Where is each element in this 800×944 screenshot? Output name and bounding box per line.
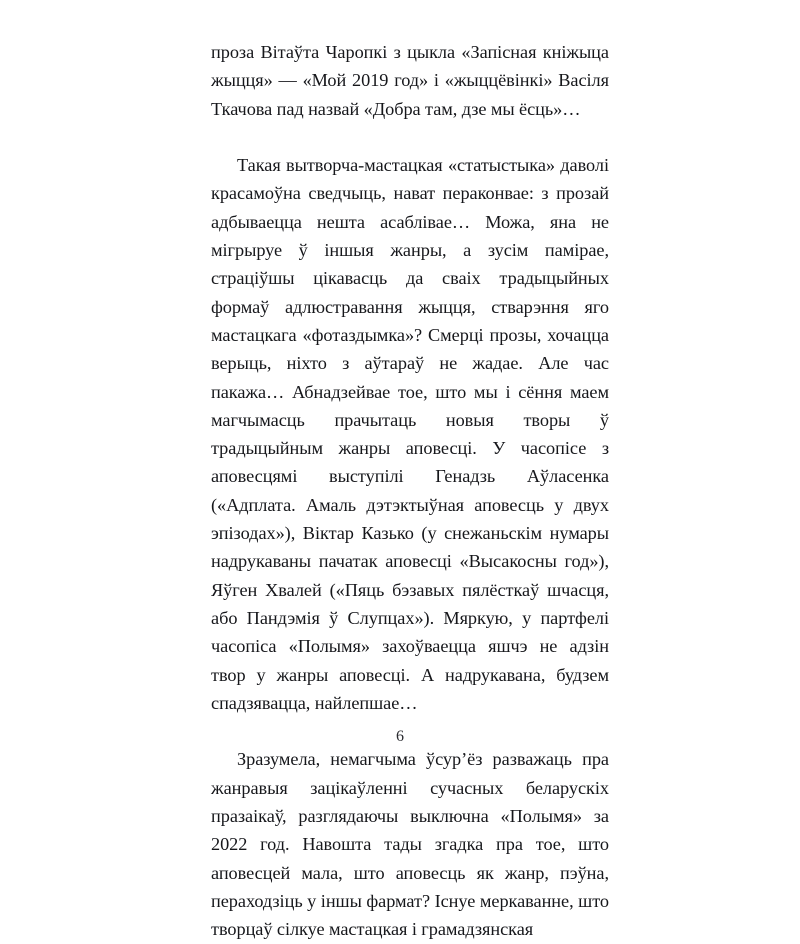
paragraph-continued-from-previous-page: проза Вітаўта Чаропкі з цыкла «Запісная кніжыца жыцця» — «Мой 2019 год» і «жыццёвінкі» Васіля Ткачова пад назвай «Добра там, дзе мы ёсць»… [211,42,609,119]
page-number-folio: 6 [396,728,404,745]
paragraph-body-second: Зразумела, немагчыма ўсур’ёз разважаць пра жанравыя зацікаўленні сучасных беларускіх празаікаў, разглядаючы выключна «Полымя» за 2022 год. Навошта тады згадка пра тое, што аповесцей мала, што аповесць як жанр, пэўна, пераходзіць у іншы фармат? Існуе меркаванне, што творцаў сілкуе мастацкая і грамадзянская [211,749,609,940]
paragraph-body-first: Такая вытворча-мастацкая «статыстыка» даволі красамоўна сведчыць, нават пераконвае: з прозай адбываецца нешта асаблівае… Можа, яна не мігрыруе ў іншыя жанры, а зусім памірае, страціўшы цікавасць да сваіх традыцыйных формаў адлюстравання жыцця, стварэння яго мастацкага «фотаздымка»? Смерці прозы, хочацца верыць, ніхто з аўтараў не жадае. Але час пакажа… Абнадзейвае тое, што мы і сёння маем магчымасць прачытаць новыя творы ў традыцыйным жанры аповесці. У часопісе з аповесцямі выступілі Генадзь Аўласенка («Адплата. Амаль дэтэктыўная аповесць у двух эпізодах»), Віктар Казько (у снежаньскім нумары надрукаваны пачатак аповесці «Высакосны год»), Яўген Хвалей («Пяць бэзавых пялёсткаў шчасця, або Пандэмія ў Слупцах»). Мяркую, у партфелі часопіса «Полымя» захоўваецца яшчэ не адзін твор у жанры аповесці. А надрукавана, будзем спадзявацца, найлепшае… [211,155,609,713]
page-text-block [211,38,609,944]
